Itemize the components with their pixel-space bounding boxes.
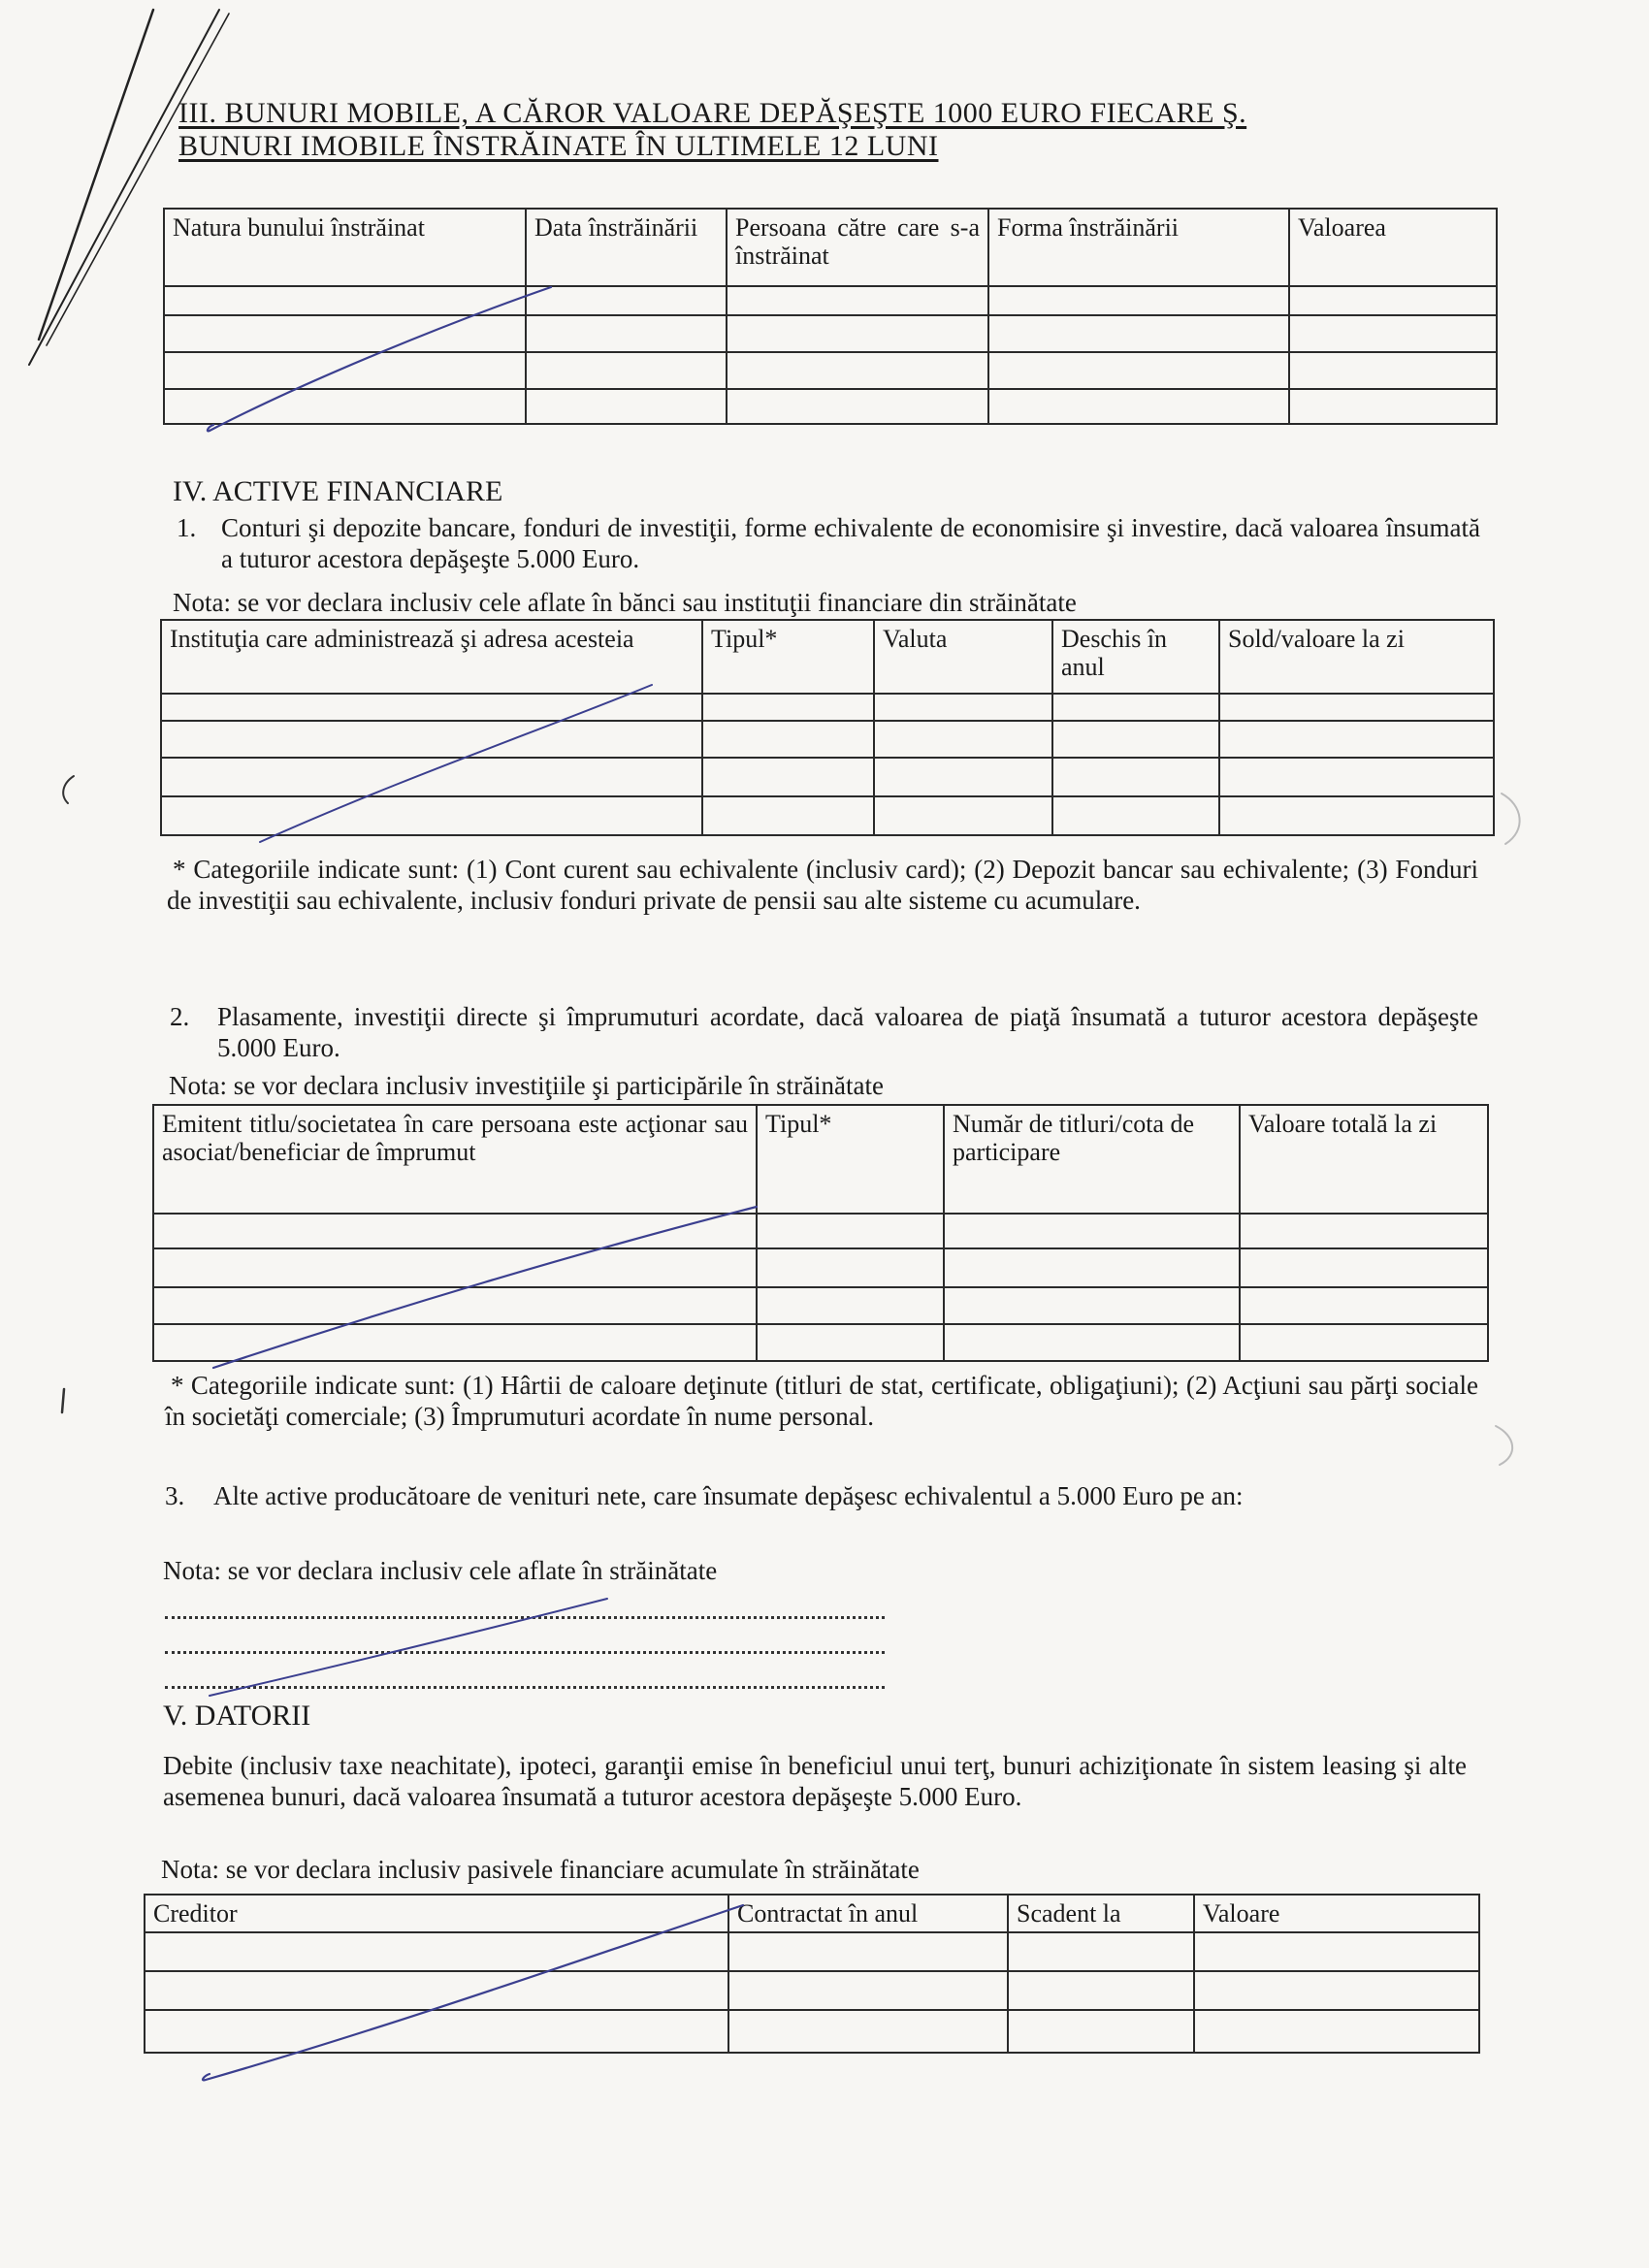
scan-mark-3: [1502, 794, 1520, 844]
margin-line-2: [29, 10, 219, 365]
scan-mark-1: [63, 776, 74, 803]
s4i2-col-emitent: Emitent titlu/societatea în care persoana este acţionar sau asociat/beneficiar de împrumut: [153, 1105, 757, 1214]
section5-note: Nota: se vor declara inclusiv pasivele financiare acumulate în străinătate: [161, 1855, 920, 1884]
s4i1-col-valuta: Valuta: [874, 620, 1052, 694]
section4-item2-footnote: * Categoriile indicate sunt: (1) Hârtii de caloare deţinute (titluri de stat, certificate, obligaţiuni); (2) Acţiuni sau părţi sociale în societăţi comerciale; (3) Împrumuturi acordate în nume personal.: [165, 1371, 1478, 1431]
section5-title: V. DATORII: [163, 1700, 311, 1732]
s4i2-col-tipul: Tipul*: [757, 1105, 944, 1214]
s3-col-persoana: Persoana către care s-a înstrăinat: [727, 209, 988, 286]
s4i1-col-tipul: Tipul*: [702, 620, 874, 694]
section4-item2-note: Nota: se vor declara inclusiv investiţiile şi participările în străinătate: [169, 1071, 885, 1100]
section4-title: IV. ACTIVE FINANCIARE: [173, 475, 503, 507]
s3-col-valoarea: Valoarea: [1289, 209, 1497, 286]
cancel-stroke-section5: [203, 1905, 743, 2080]
s3-col-natura: Natura bunului înstrăinat: [164, 209, 526, 286]
section4-item2-text: Plasamente, investiţii directe şi împrumuturi acordate, dacă valoarea de piaţă însumată a tuturor acestora depăşeşte 5.000 Euro.: [217, 1002, 1478, 1062]
cancel-stroke-item1: [260, 685, 652, 842]
section4-item2-number: 2.: [170, 1002, 190, 1031]
s3-col-data: Data înstrăinării: [526, 209, 727, 286]
section4-item3-note: Nota: se vor declara inclusiv cele aflate în străinătate: [163, 1556, 718, 1585]
scan-mark-4: [1496, 1426, 1512, 1465]
s4i1-col-institutia: Instituţia care administrează şi adresa acesteia: [161, 620, 702, 694]
s5-col-creditor: Creditor: [145, 1895, 728, 1932]
s3-col-forma: Forma înstrăinării: [988, 209, 1289, 286]
s4i1-col-sold: Sold/valoare la zi: [1219, 620, 1494, 694]
section4-item1-text: Conturi şi depozite bancare, fonduri de investiţii, forme echivalente de economisire şi investire, dacă valoarea însumată a tuturor acestora depăşeşte 5.000 Euro.: [221, 513, 1480, 573]
cancel-stroke-item3: [210, 1599, 607, 1696]
s4i1-col-deschis: Deschis în anul: [1052, 620, 1219, 694]
section4-item1-number: 1.: [177, 513, 197, 542]
section3-heading-line1: III. BUNURI MOBILE, A CĂROR VALOARE DEPĂŞEŞTE 1000 EURO FIECARE Ş.: [178, 97, 1247, 129]
section4-item1-footnote: * Categoriile indicate sunt: (1) Cont curent sau echivalente (inclusiv card); (2) Depozit bancar sau echivalente; (3) Fonduri de investiţii sau echivalente, inclusiv fonduri private de pensii sau alte sisteme cu acumulare.: [167, 855, 1478, 915]
section4-item1-note: Nota: se vor declara inclusiv cele aflate în bănci sau instituţii financiare din străinătate: [173, 588, 1077, 617]
s5-col-scadent: Scadent la: [1008, 1895, 1194, 1932]
s4i2-col-valoare: Valoare totală la zi: [1240, 1105, 1488, 1214]
section4-item3-text: Alte active producătoare de venituri nete, care însumate depăşesc echivalentul a 5.000 Euro pe an:: [213, 1481, 1244, 1510]
section4-item3-number: 3.: [165, 1481, 185, 1510]
cancel-stroke-section3: [208, 287, 551, 431]
scan-mark-2: [62, 1389, 64, 1412]
cancel-stroke-item2: [213, 1207, 757, 1368]
s5-col-contractat: Contractat în anul: [728, 1895, 1008, 1932]
margin-line-1: [39, 10, 153, 340]
s5-col-valoare: Valoare: [1194, 1895, 1479, 1932]
section5-text: Debite (inclusiv taxe neachitate), ipoteci, garanţii emise în beneficiul unui terţ, bunuri achiziţionate în sistem leasing şi alte asemenea bunuri, dacă valoarea însumată a tuturor acestora depăşeşte 5.000 Euro.: [163, 1751, 1467, 1811]
margin-line-3: [47, 14, 229, 345]
s4i2-col-numar: Număr de titluri/cota de participare: [944, 1105, 1240, 1214]
section3-heading-line2: BUNURI IMOBILE ÎNSTRĂINATE ÎN ULTIMELE 12 LUNI: [178, 130, 939, 162]
